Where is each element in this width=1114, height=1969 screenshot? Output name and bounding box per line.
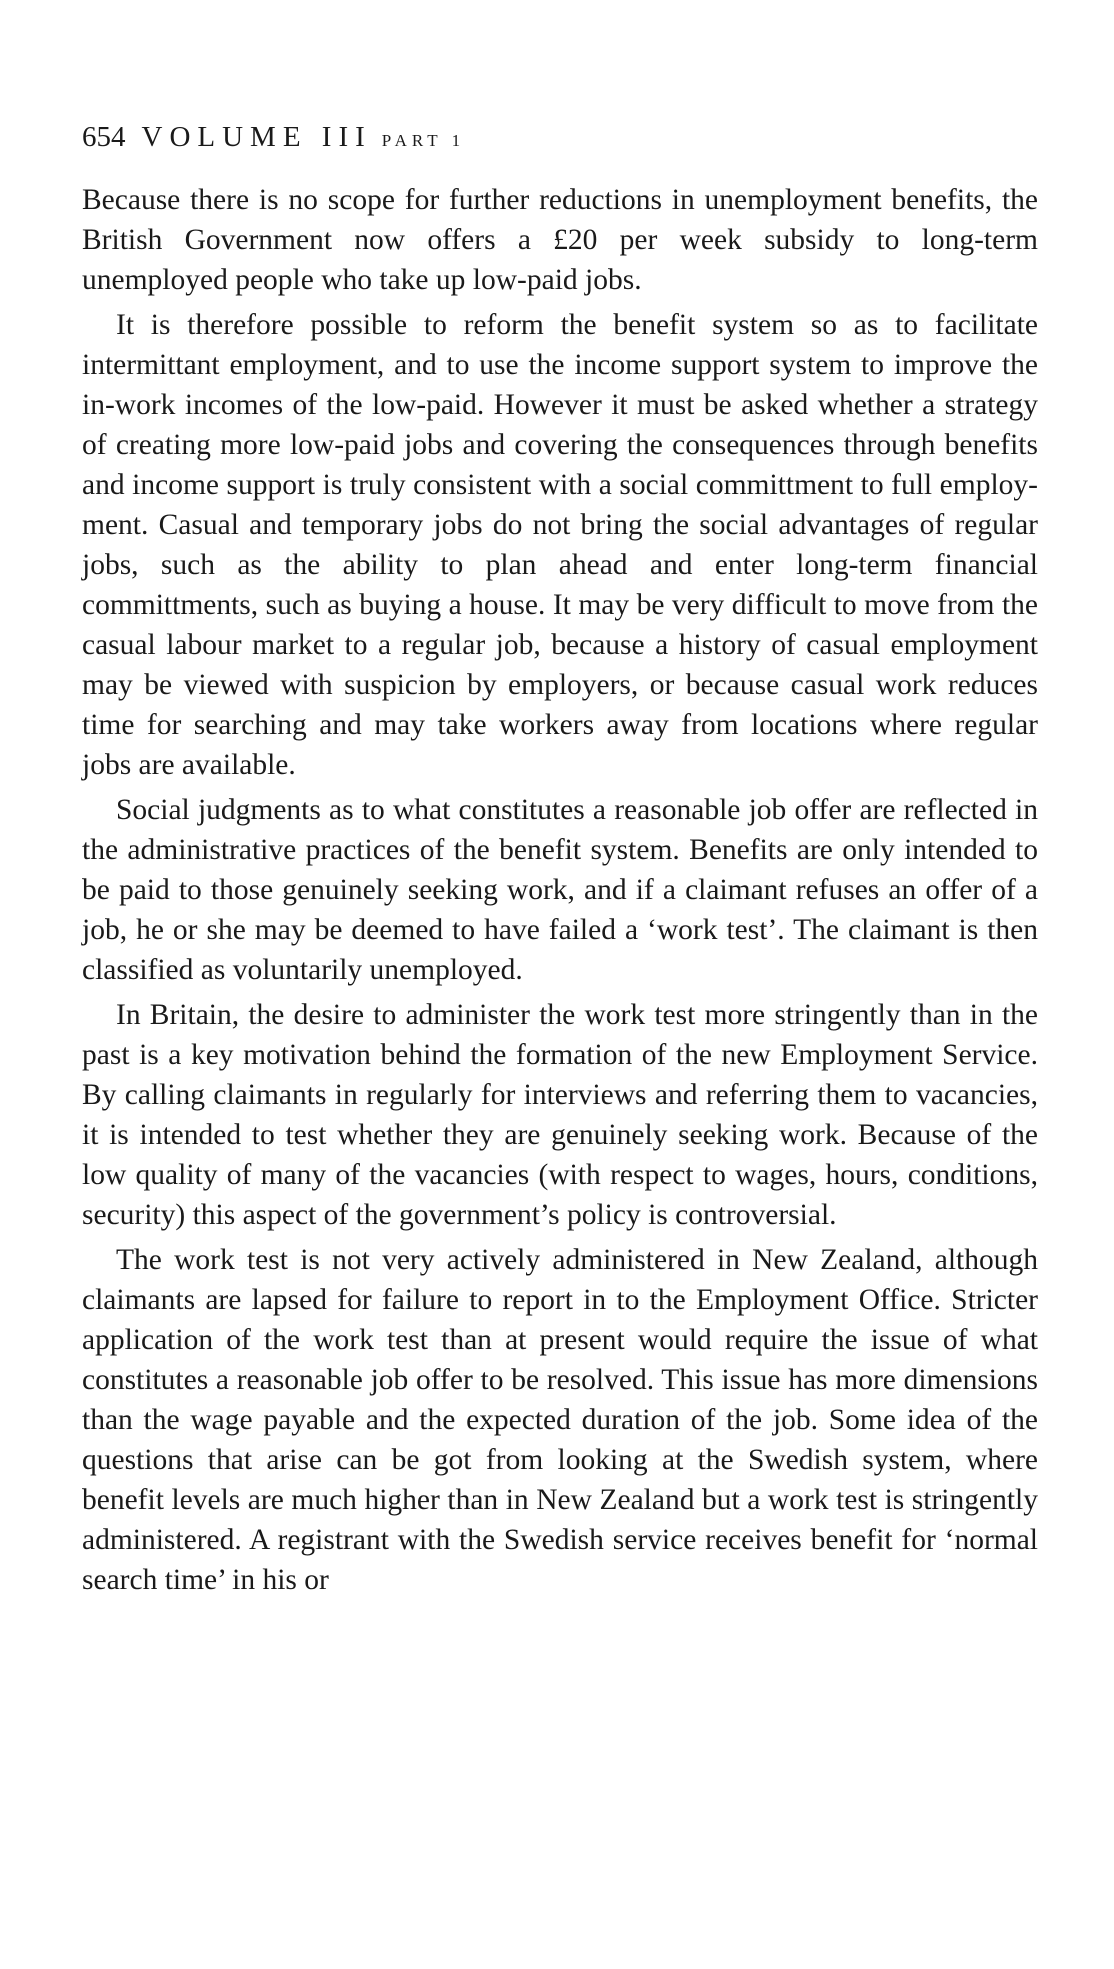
part-label: PART 1 [381,131,466,150]
paragraph-new-zealand-work-test: The work test is not very actively administered in New Zealand, although claimants are lapsed for failure to report in to the Employment Office. Stricter application of the work test than at present would require the issue of what constitutes a reasonable job offer to be resolved. This issue has more dimensions than the wage payable and the expected duration of the job. Some idea of the questions that arise can be got from looking at the Swedish system, where benefit levels are much higher than in New Zealand but a work test is stringently administered. A registrant with the Swedish service receives benefit for ‘normal search time’ in his or [82,1244,1038,1596]
paragraph-social-judgments: Social judgments as to what constitutes a reasonable job offer are reflected in the administrative practices of the benefit system. Benefits are only intended to be paid to those genuinely seeking work, and if a claimant refuses an offer of a job, he or she may be deemed to have failed a ‘work test’. The claimant is then classified as voluntarily unemployed. [82,794,1038,986]
volume-label: VOLUME III [141,121,372,153]
paragraph-reform-benefit-system: It is therefore possible to reform the benefit system so as to facilitate intermittant employment, and to use the income support system to improve the in-work incomes of the low-paid. However it must be asked whether a strategy of creating more low-paid jobs and covering the consequences through benefits and income support is truly consistent with a social committment to full employment. Casual and temporary jobs do not bring the social advantages of regular jobs, such as the ability to plan ahead and enter long-term financial committments, such as buying a house. It may be very difficult to move from the casual labour market to a regular job, because a history of casual employment may be viewed with suspicion by employers, or because casual work reduces time for searching and may take workers away from locations where regular jobs are available. [82,309,1038,781]
running-head [82,120,465,158]
paragraph-benefits-subsidy: Because there is no scope for further reductions in unemployment benefits, the British Government now offers a £20 per week subsidy to long-term unemployed people who take up low-paid jobs. [82,184,1038,296]
body-text [82,180,1038,1605]
paragraph-britain-work-test: In Britain, the desire to administer the work test more stringently than in the past is a key motivation behind the formation of the new Employment Service. By calling claimants in regularly for interviews and referring them to vacancies, it is intended to test whether they are genuinely seeking work. Because of the low quality of many of the vacancies (with respect to wages, hours, conditions, security) this aspect of the government’s policy is controversial. [82,999,1038,1231]
page-number: 654 [82,121,126,153]
